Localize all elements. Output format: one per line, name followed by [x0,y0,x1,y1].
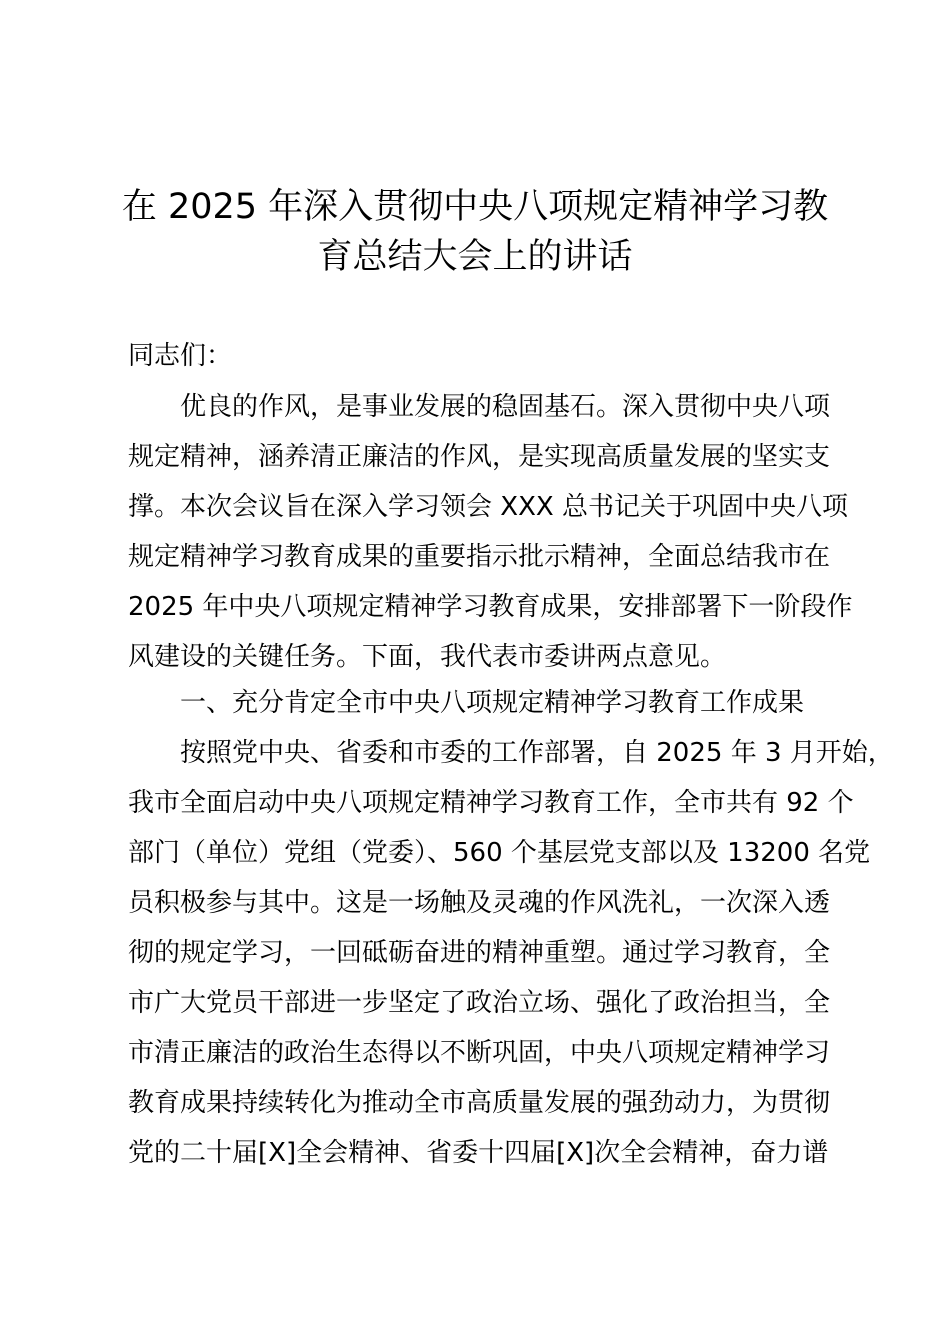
body-line: 市清正廉洁的政治生态得以不断巩固，中央八项规定精神学习 [128,1038,831,1068]
body-line: 优良的作风，是事业发展的稳固基石。深入贯彻中央八项 [128,392,831,422]
body-line: 撑。本次会议旨在深入学习领会 XXX 总书记关于巩固中央八项 [128,492,848,522]
body-line: 彻的规定学习，一回砥砺奋进的精神重塑。通过学习教育，全 [128,938,831,968]
section-heading: 一、充分肯定全市中央八项规定精神学习教育工作成果 [128,688,805,718]
body-line: 规定精神，涵养清正廉洁的作风，是实现高质量发展的坚实支 [128,442,831,472]
body-line: 党的二十届[X]全会精神、省委十四届[X]次全会精神，奋力谱 [128,1138,829,1168]
body-line: 按照党中央、省委和市委的工作部署，自 2025 年 3 月开始， [128,738,894,768]
body-line: 部门（单位）党组（党委）、560 个基层党支部以及 13200 名党 [128,838,871,868]
body-line: 教育成果持续转化为推动全市高质量发展的强劲动力，为贯彻 [128,1088,831,1118]
document-title-line-1: 在 2025 年深入贯彻中央八项规定精神学习教 [121,187,829,227]
body-line: 风建设的关键任务。下面，我代表市委讲两点意见。 [128,642,727,672]
body-line: 规定精神学习教育成果的重要指示批示精神，全面总结我市在 [128,542,831,572]
salutation: 同志们： [128,341,233,371]
document-title-line-2: 育总结大会上的讲话 [317,237,633,277]
body-line: 2025 年中央八项规定精神学习教育成果，安排部署下一阶段作 [128,592,853,622]
body-line: 我市全面启动中央八项规定精神学习教育工作，全市共有 92 个 [128,788,854,818]
body-line: 员积极参与其中。这是一场触及灵魂的作风洗礼，一次深入透 [128,888,831,918]
body-line: 市广大党员干部进一步坚定了政治立场、强化了政治担当，全 [128,988,831,1018]
